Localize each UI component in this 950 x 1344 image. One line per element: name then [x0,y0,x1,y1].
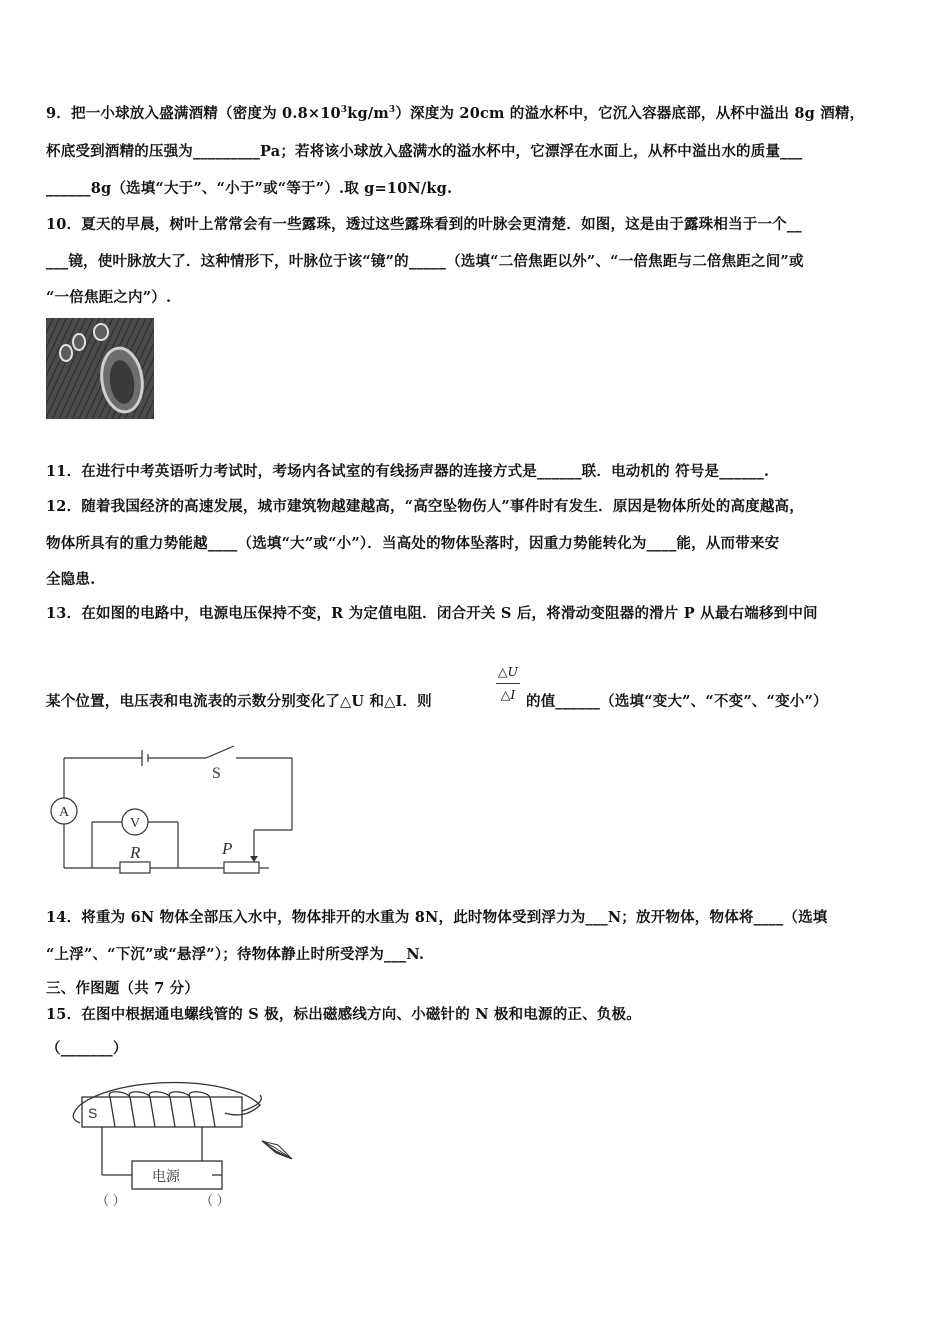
q9-line1: 9．把一小球放入盛满酒精（密度为 $0.8\times 10^3kg/m^3$）深度为 20cm 的溢水杯中，它沉入容器底部，从杯中溢出 8g 酒精， [46,105,865,122]
slider-label: P [222,839,233,858]
q15-line1: 15．在图中根据通电螺线管的 S 极，标出磁感线方向、小磁针的 N 极和电源的正、负极。 [46,1006,641,1023]
left-bracket: （ ） [96,1193,126,1208]
voltmeter-label: V [130,816,141,831]
section-title: 三、作图题（共 7 分） [46,980,200,997]
q13-line2a: 某个位置，电压表和电流表的示数分别变化了△U 和△I．则 [46,693,432,710]
resistor-label: R [130,843,141,862]
switch-label: S [212,765,221,782]
q10-line2: ___镜，使叶脉放大了．这种情形下，叶脉位于该“镜”的_____（选填“二倍焦距以外”、“一倍焦距与二倍焦距之间”或 [46,253,804,270]
q9-line2: 杯底受到酒精的压强为_________Pa；若将该小球放入盛满水的溢水杯中，它漂浮在水面上，从杯中溢出水的质量___ [46,143,803,160]
s-pole-label: S [88,1105,98,1121]
circuit-diagram [44,736,304,876]
q14-line2: “上浮”、“下沉”或“悬浮”）；待物体静止时所受浮为___N. [46,946,425,963]
solenoid-diagram [60,1075,310,1215]
q12-line3: 全隐患. [46,571,96,588]
q10-line1: 10．夏天的早晨，树叶上常常会有一些露珠，透过这些露珠看到的叶脉会更清楚．如图，这是由于露珠相当于一个__ [46,216,802,233]
right-bracket: （ ） [200,1193,230,1208]
power-source-label: 电源 [152,1168,180,1184]
dewdrop-leaf-photo [46,318,154,419]
q13-line1: 13．在如图的电路中，电源电压保持不变，R 为定值电阻．闭合开关 S 后，将滑动变阻器的滑片 P 从最右端移到中间 [46,605,818,622]
q12-line1: 12．随着我国经济的高速发展，城市建筑物越建越高，“高空坠物伤人”事件时有发生．原因是物体所处的高度越高， [46,498,804,515]
q9-line3: ______8g（选填“大于”、“小于”或“等于”）.取 g=10N/kg. [46,180,453,197]
delta-u-over-delta-i: $\frac{\triangle U}{\triangle I}$ [496,661,520,706]
q13-line2b: 的值______（选填“变大”、“不变”、“变小”） [526,693,828,710]
ammeter-label: A [59,805,70,820]
q14-line1: 14．将重为 6N 物体全部压入水中，物体排开的水重为 8N，此时物体受到浮力为___N；放开物体，物体将____（选填 [46,909,828,926]
q15-answer: （_______） [46,1040,128,1057]
q11-line1: 11．在进行中考英语听力考试时，考场内各试室的有线扬声器的连接方式是______联．电动机的 符号是______. [46,463,770,480]
q10-line3: “一倍焦距之内”）. [46,289,172,306]
q12-line2: 物体所具有的重力势能越____（选填“大”或“小”）．当高处的物体坠落时，因重力势能转化为____能，从而带来安 [46,535,780,552]
